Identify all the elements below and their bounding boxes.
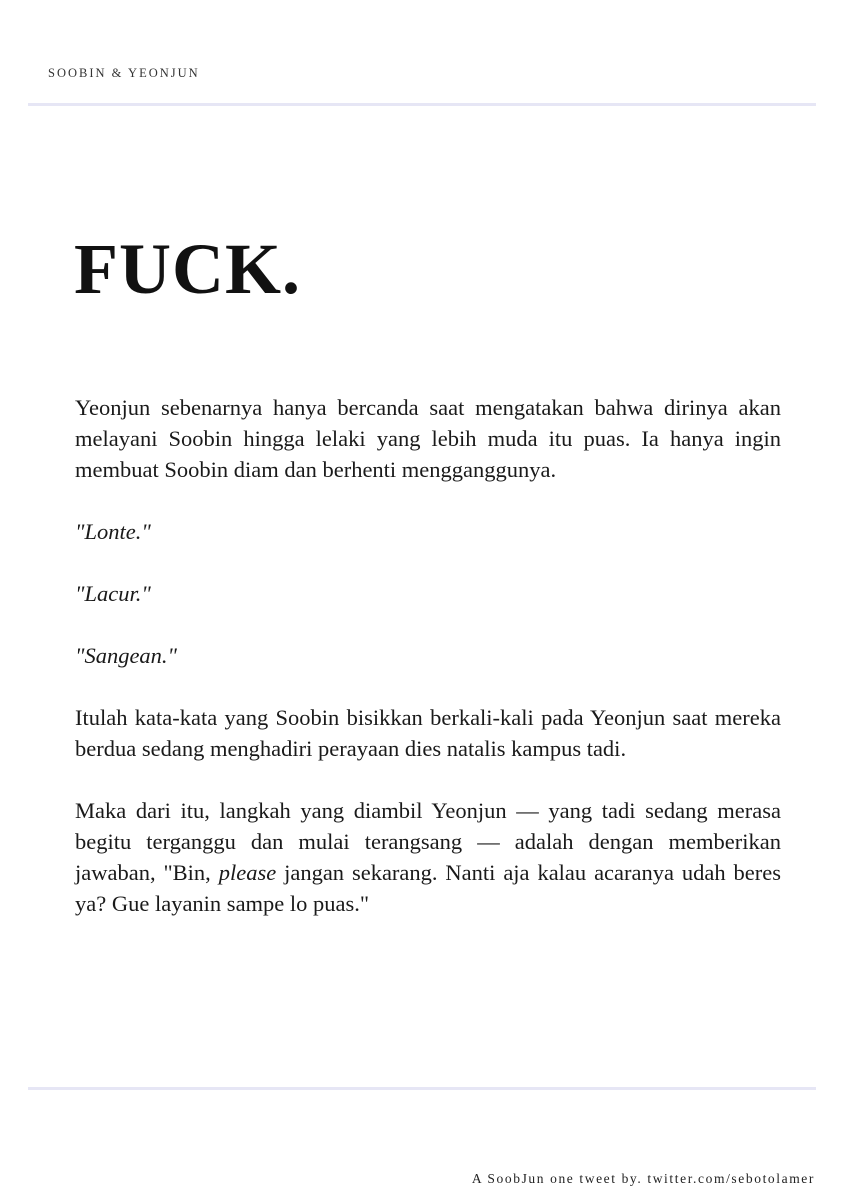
paragraph [75, 795, 781, 919]
emphasis-text: please [218, 860, 277, 885]
header-label: SOOBIN & YEONJUN [48, 66, 200, 80]
paragraph: Itulah kata-kata yang Soobin bisikkan berkali-kali pada Yeonjun saat mereka berdua sedang menghadiri perayaan dies natalis kampus tadi. [75, 705, 781, 761]
page-title: FUCK. [74, 229, 301, 309]
quote: "Lacur." [75, 581, 151, 606]
paragraph-text: jangan sekarang. Nanti aja kalau acaranya udah beres ya? Gue layanin sampe lo puas." [75, 860, 781, 916]
quote: "Sangean." [75, 643, 178, 668]
top-divider [28, 103, 816, 106]
footer-credit: A SoobJun one tweet by. twitter.com/sebotolamer [471, 1171, 815, 1186]
quote: "Lonte." [75, 519, 151, 544]
paragraph-text: Maka dari itu, langkah yang diambil Yeonjun — yang tadi sedang merasa begitu terganggu dan mulai terangsang — adalah dengan memberikan jawaban, "Bin, [75, 798, 781, 885]
paragraph: Yeonjun sebenarnya hanya bercanda saat mengatakan bahwa dirinya akan melayani Soobin hingga lelaki yang lebih muda itu puas. Ia hanya ingin membuat Soobin diam dan berhenti mengganggunya. [75, 395, 781, 482]
story-body [75, 392, 781, 950]
bottom-divider [28, 1087, 816, 1090]
